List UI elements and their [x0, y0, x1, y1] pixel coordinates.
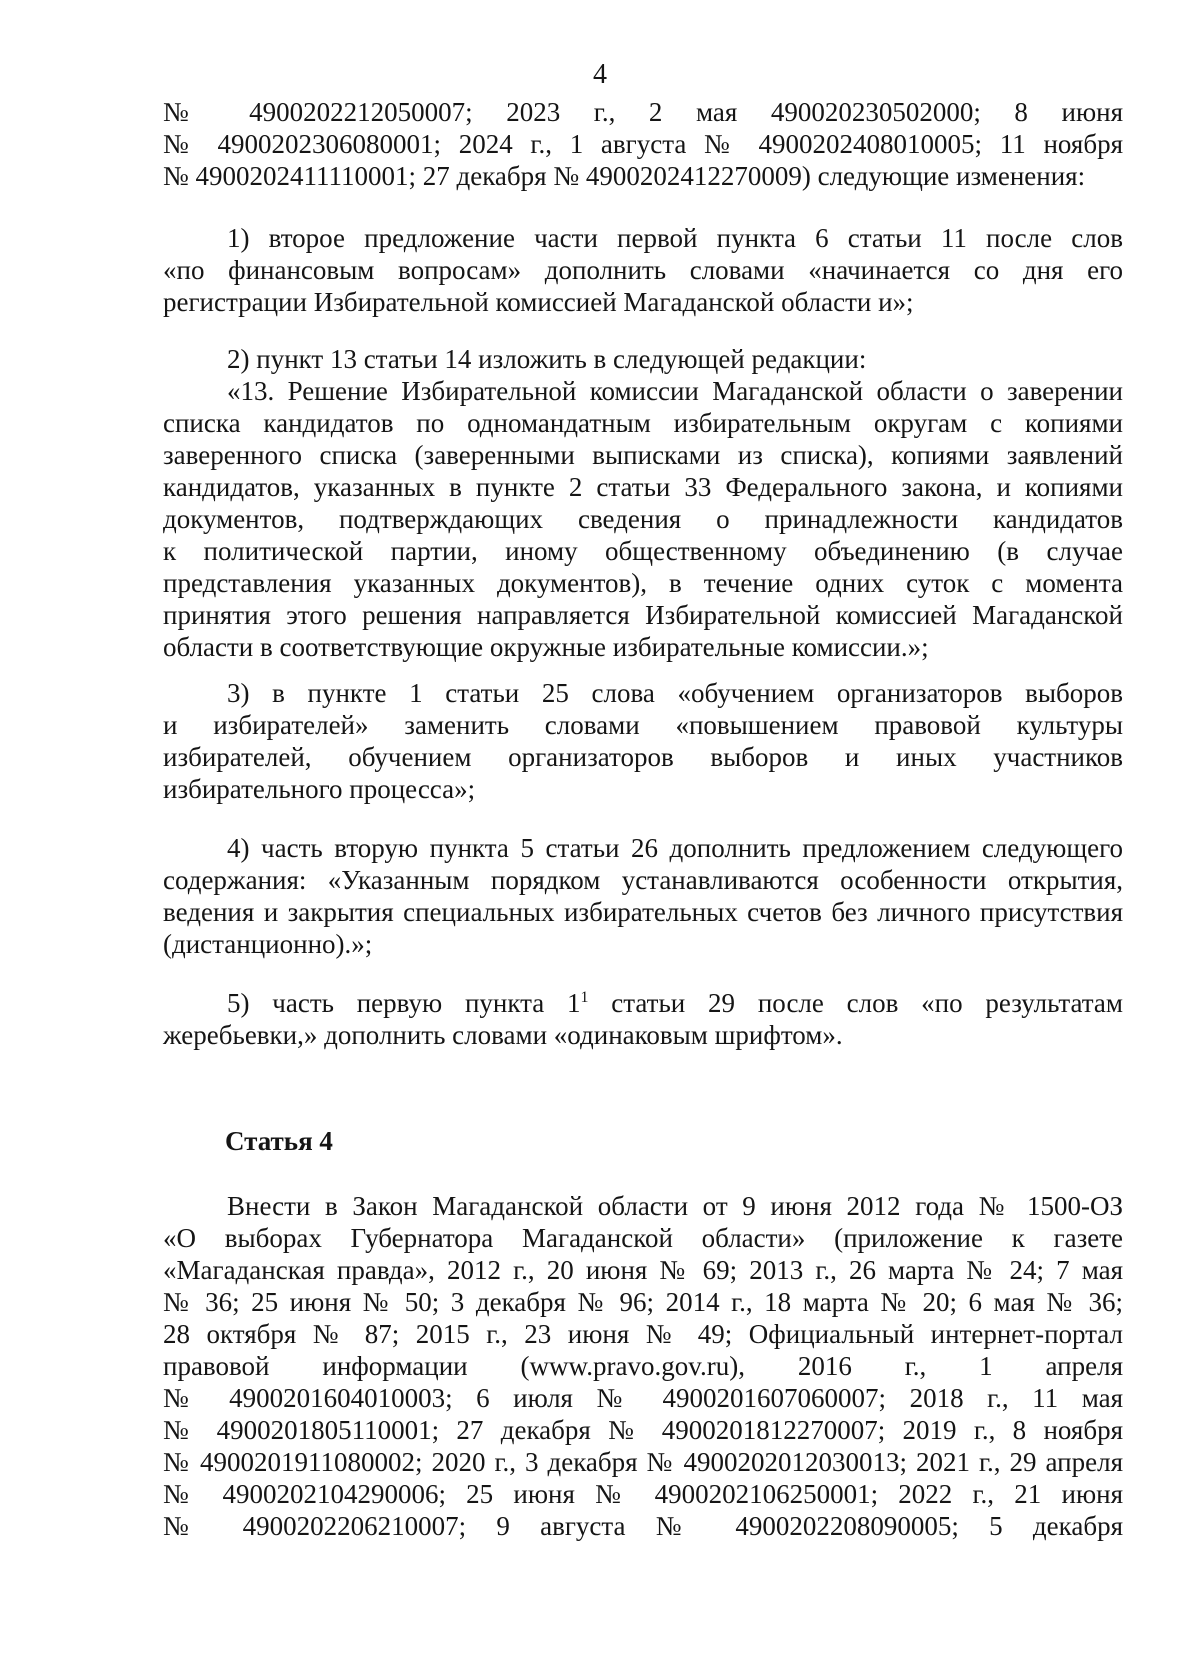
text-line: и избирателей» заменить словами «повышением правовой культуры [163, 710, 1123, 740]
text-line: 4) часть вторую пункта 5 статьи 26 дополнить предложением следующего [227, 833, 1123, 863]
article-heading: Статья 4 [225, 1126, 333, 1156]
text-line: 1) второе предложение части первой пункта 6 статьи 11 после слов [227, 223, 1123, 253]
superscript: 1 [580, 989, 589, 1006]
text-line: области в соответствующие окружные избирательные комиссии.»; [163, 632, 929, 662]
item-3-paragraph [163, 677, 1123, 805]
text-line: (дистанционно).»; [163, 929, 373, 959]
text-line: № 4900202212050007; 2023 г., 2 мая 490020230502000; 8 июня [163, 97, 1123, 127]
text-line: 28 октября № 87; 2015 г., 23 июня № 49; Официальный интернет-портал [163, 1319, 1123, 1349]
text-line: принятия этого решения направляется Избирательной комиссией Магаданской [163, 600, 1123, 630]
text-line: № 36; 25 июня № 50; 3 декабря № 96; 2014 г., 18 марта № 20; 6 мая № 36; [163, 1287, 1123, 1317]
text-line: № 4900201805110001; 27 декабря № 4900201812270007; 2019 г., 8 ноября [163, 1415, 1123, 1445]
text-line: правовой информации (www.pravo.gov.ru), 2016 г., 1 апреля [163, 1351, 1123, 1381]
text-line: к политической партии, иному общественному объединению (в случае [163, 536, 1123, 566]
text-line: документов, подтверждающих сведения о принадлежности кандидатов [163, 504, 1123, 534]
text-line: жеребьевки,» дополнить словами «одинаковым шрифтом». [163, 1020, 843, 1050]
item-5-paragraph [163, 987, 1123, 1051]
text-line: «по финансовым вопросам» дополнить словами «начинается со дня его [163, 255, 1123, 285]
item-5-text-b: статьи 29 после слов «по результатам [588, 988, 1123, 1018]
text-line: № 4900202306080001; 2024 г., 1 августа № 4900202408010005; 11 ноября [163, 129, 1123, 159]
text-line: списка кандидатов по одномандатным избирательным округам с копиями [163, 408, 1123, 438]
item-5-text-a: 5) часть первую пункта 1 [227, 988, 581, 1018]
text-line: «Магаданская правда», 2012 г., 20 июня № 69; 2013 г., 26 марта № 24; 7 мая [163, 1255, 1123, 1285]
item-1-paragraph [163, 222, 1123, 318]
article-4-paragraph [163, 1190, 1123, 1542]
text-line: избирателей, обучением организаторов выборов и иных участников [163, 742, 1123, 772]
text-line: регистрации Избирательной комиссией Магаданской области и»; [163, 287, 914, 317]
text-line: заверенного списка (заверенными выписками из списка), копиями заявлений [163, 440, 1123, 470]
text-line: № 4900202411110001; 27 декабря № 4900202412270009) следующие изменения: [163, 161, 1086, 191]
text-line: № 4900201604010003; 6 июля № 4900201607060007; 2018 г., 11 мая [163, 1383, 1123, 1413]
text-line: Внести в Закон Магаданской области от 9 июня 2012 года № 1500-ОЗ [227, 1191, 1123, 1221]
text-line: «О выборах Губернатора Магаданской области» (приложение к газете [163, 1223, 1123, 1253]
text-line: № 4900201911080002; 2020 г., 3 декабря № 4900202012030013; 2021 г., 29 апреля [163, 1447, 1123, 1477]
continuation-paragraph [163, 96, 1123, 192]
text-line [163, 987, 1123, 1019]
text-line: «13. Решение Избирательной комиссии Магаданской области о заверении [227, 376, 1123, 406]
text-line: № 4900202104290006; 25 июня № 4900202106250001; 2022 г., 21 июня [163, 1479, 1123, 1509]
text-line: кандидатов, указанных в пункте 2 статьи 33 Федерального закона, и копиями [163, 472, 1123, 502]
text-line: 3) в пункте 1 статьи 25 слова «обучением организаторов выборов [227, 678, 1123, 708]
page-number: 4 [593, 59, 607, 90]
item-2-paragraph [163, 343, 1123, 663]
text-line: № 4900202206210007; 9 августа № 4900202208090005; 5 декабря [163, 1511, 1123, 1541]
text-line: содержания: «Указанным порядком устанавливаются особенности открытия, [163, 865, 1123, 895]
text-line: избирательного процесса»; [163, 774, 476, 804]
item-4-paragraph [163, 832, 1123, 960]
text-line: представления указанных документов), в течение одних суток с момента [163, 568, 1123, 598]
text-line: ведения и закрытия специальных избирательных счетов без личного присутствия [163, 897, 1123, 927]
text-line: 2) пункт 13 статьи 14 изложить в следующей редакции: [227, 344, 867, 374]
